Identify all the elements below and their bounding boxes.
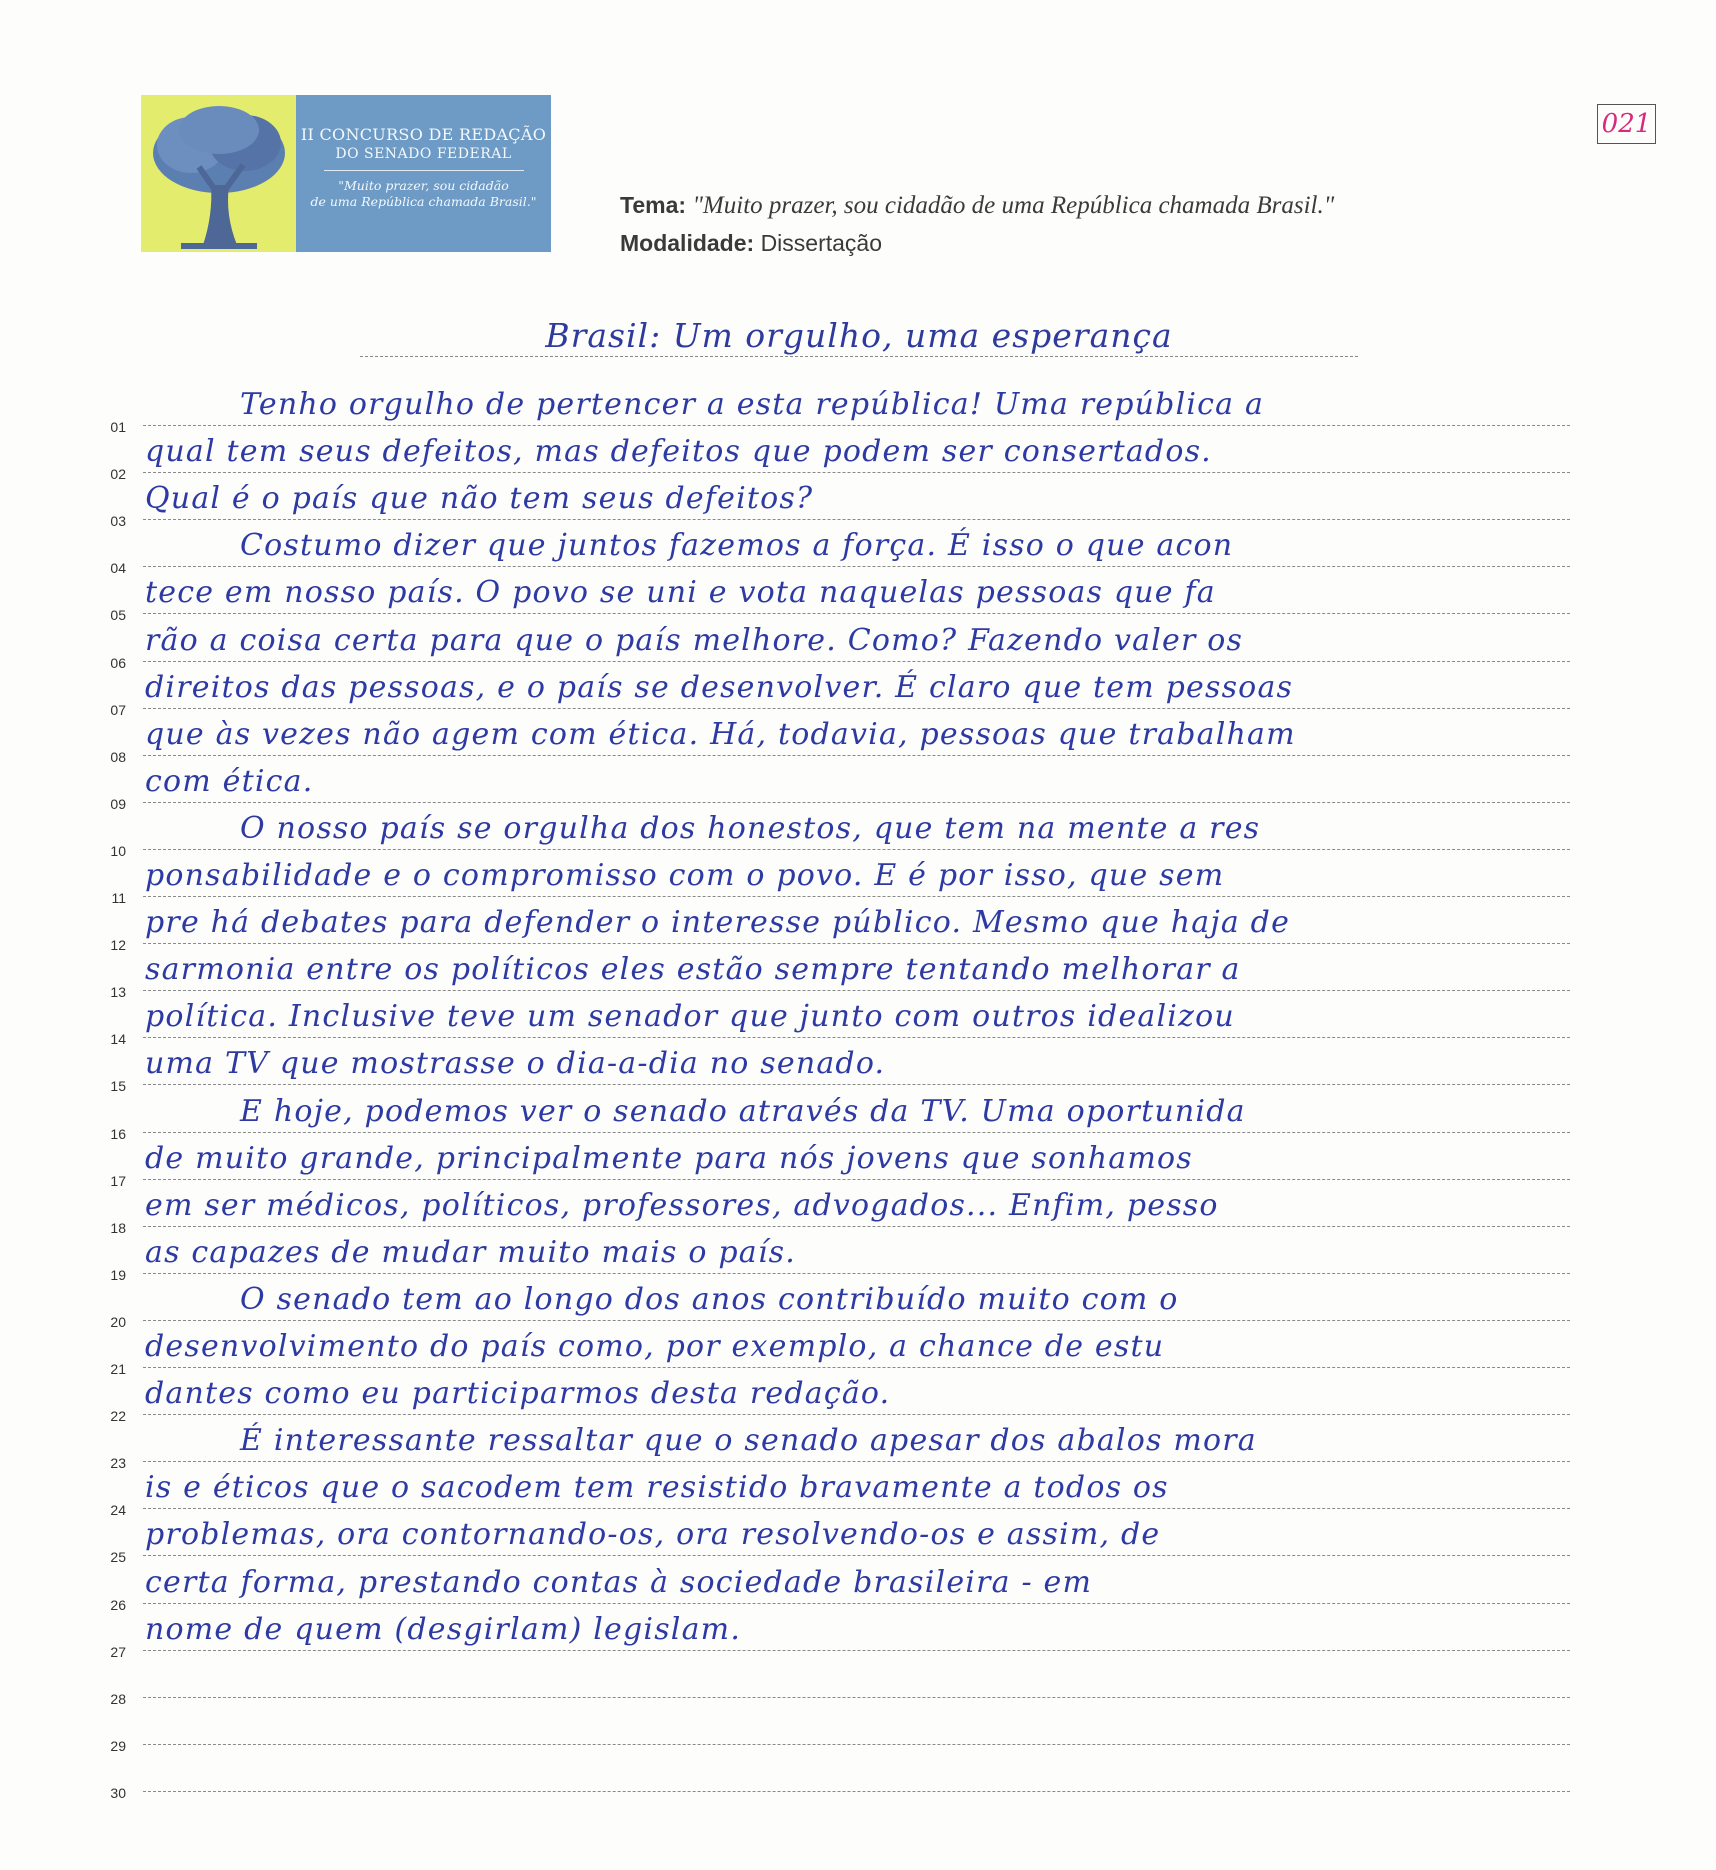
essay-line: [0, 1368, 1716, 1425]
essay-line: [0, 803, 1716, 859]
essay-line: [0, 1274, 1716, 1330]
line-number: 11: [111, 890, 126, 906]
line-number: 07: [110, 701, 126, 718]
handwritten-text: Qual é o país que não tem seus defeitos?: [145, 481, 814, 517]
essay-line: [0, 1227, 1716, 1283]
line-number: 26: [110, 1596, 126, 1613]
handwritten-text: rão a coisa certa para que o país melhore. Como? Fazendo valer os: [145, 622, 1244, 658]
line-number: 09: [110, 795, 126, 812]
line-number: 30: [110, 1784, 126, 1801]
handwritten-text: O senado tem ao longo dos anos contribuído muito com o: [240, 1281, 1179, 1317]
line-number: 05: [110, 607, 126, 624]
line-number: 18: [110, 1219, 126, 1236]
handwritten-text: dantes como eu participarmos desta redação.: [145, 1376, 891, 1412]
line-number: 14: [110, 1031, 126, 1048]
handwritten-text: E hoje, podemos ver o senado através da TV. Uma oportunida: [240, 1093, 1246, 1129]
banner-quote-line: "Muito prazer, sou cidadão: [338, 178, 509, 193]
essay-line: [0, 850, 1716, 906]
essay-line: [0, 1180, 1716, 1236]
handwritten-text: direitos das pessoas, e o país se desenvolver. É claro que tem pessoas: [145, 669, 1294, 705]
line-number: 29: [110, 1737, 126, 1754]
essay-line: [0, 991, 1716, 1048]
essay-line: [0, 756, 1716, 812]
handwritten-text: de muito grande, principalmente para nós jovens que sonhamos: [145, 1140, 1193, 1176]
line-number: 28: [110, 1690, 126, 1707]
handwritten-text: desenvolvimento do país como, por exemplo, a chance de estu: [145, 1329, 1165, 1364]
handwritten-text: política. Inclusive teve um senador que junto com outros idealizou: [145, 999, 1235, 1035]
handwritten-text: as capazes de mudar muito mais o país.: [145, 1234, 797, 1270]
line-number: 21: [110, 1361, 126, 1377]
page-number-box: 021: [1597, 104, 1656, 144]
handwritten-text: pre há debates para defender o interesse público. Mesmo que haja de: [145, 905, 1291, 941]
essay-title: Brasil: Um orgulho, uma esperança: [545, 316, 1173, 355]
banner-subtitle: DO SENADO FEDERAL: [335, 146, 512, 162]
essay-line: [0, 379, 1716, 435]
essay-line: [0, 709, 1716, 765]
essay-line: [0, 520, 1716, 577]
line-number: 04: [110, 560, 126, 577]
essay-line: [0, 1557, 1716, 1613]
modality-label: Modalidade:: [620, 230, 755, 256]
handwritten-text: Tenho orgulho de pertencer a esta república! Uma república a: [240, 387, 1265, 422]
handwritten-text: Costumo dizer que juntos fazemos a força. É isso o que acon: [240, 528, 1234, 564]
line-number: 22: [110, 1408, 126, 1425]
handwritten-text: is e éticos que o sacodem tem resistido bravamente a todos os: [145, 1470, 1169, 1506]
handwritten-text: qual tem seus defeitos, mas defeitos que podem ser consertados.: [145, 434, 1212, 470]
line-number: 06: [110, 654, 126, 671]
essay-line: [0, 1604, 1716, 1660]
essay-line: [0, 1745, 1716, 1801]
essay-line: [0, 473, 1716, 530]
ruled-line: [143, 1791, 1570, 1792]
line-number: 10: [110, 842, 126, 859]
essay-line: [0, 615, 1716, 671]
essay-line: [0, 1133, 1716, 1189]
handwritten-text: O nosso país se orgulha dos honestos, que tem na mente a res: [240, 810, 1261, 846]
line-number: 19: [110, 1266, 126, 1283]
essay-line: [0, 1698, 1716, 1754]
handwritten-text: É interessante ressaltar que o senado apesar dos abalos mora: [240, 1423, 1257, 1459]
line-number: 01: [110, 419, 126, 435]
handwritten-text: certa forma, prestando contas à sociedade brasileira - em: [145, 1564, 1093, 1600]
essay-line: [0, 944, 1716, 1001]
line-number: 08: [110, 748, 126, 765]
line-number: 15: [110, 1078, 126, 1095]
handwritten-text: que às vezes não agem com ética. Há, todavia, pessoas que trabalham: [145, 716, 1296, 752]
handwritten-text: com ética.: [145, 763, 314, 799]
banner-quote-line: de uma República chamada Brasil.": [310, 194, 537, 209]
line-number: 25: [110, 1549, 126, 1566]
essay-line: [0, 662, 1716, 718]
essay-line: [0, 1038, 1716, 1095]
line-number: 20: [110, 1313, 126, 1330]
handwritten-text: problemas, ora contornando-os, ora resolvendo-os e assim, de: [145, 1517, 1161, 1553]
essay-line: [0, 426, 1716, 483]
handwritten-text: sarmonia entre os políticos eles estão sempre tentando melhorar a: [145, 952, 1241, 988]
handwritten-text: uma TV que mostrasse o dia-a-dia no senado.: [145, 1046, 886, 1082]
essay-line: [0, 1651, 1716, 1707]
line-number: 02: [110, 466, 126, 483]
line-number: 23: [110, 1455, 126, 1472]
line-number: 24: [110, 1502, 126, 1519]
line-number: 13: [110, 984, 126, 1001]
essay-line: [0, 1321, 1716, 1377]
line-number: 27: [110, 1643, 126, 1660]
banner-title: II CONCURSO DE REDAÇÃO: [300, 125, 547, 144]
handwritten-text: em ser médicos, políticos, professores, advogados... Enfim, pesso: [145, 1187, 1219, 1223]
line-number: 03: [110, 513, 126, 530]
line-number: 12: [110, 937, 126, 954]
essay-line: [0, 1462, 1716, 1519]
essay-line: [0, 1086, 1716, 1142]
handwritten-text: ponsabilidade e o compromisso com o povo. E é por isso, que sem: [145, 858, 1225, 893]
essay-line: [0, 897, 1716, 954]
line-number: 17: [110, 1172, 126, 1189]
line-number: 16: [110, 1125, 126, 1142]
theme-value: "Muito prazer, sou cidadão de uma República chamada Brasil.": [692, 192, 1335, 219]
essay-line: [0, 1415, 1716, 1472]
modality-value: Dissertação: [760, 230, 882, 256]
handwritten-text: tece em nosso país. O povo se uni e vota naquelas pessoas que fa: [145, 575, 1216, 611]
essay-line: [0, 1509, 1716, 1566]
theme-label: Tema:: [620, 192, 687, 218]
handwritten-text: nome de quem (desgirlam) legislam.: [145, 1611, 742, 1647]
essay-line: [0, 567, 1716, 624]
